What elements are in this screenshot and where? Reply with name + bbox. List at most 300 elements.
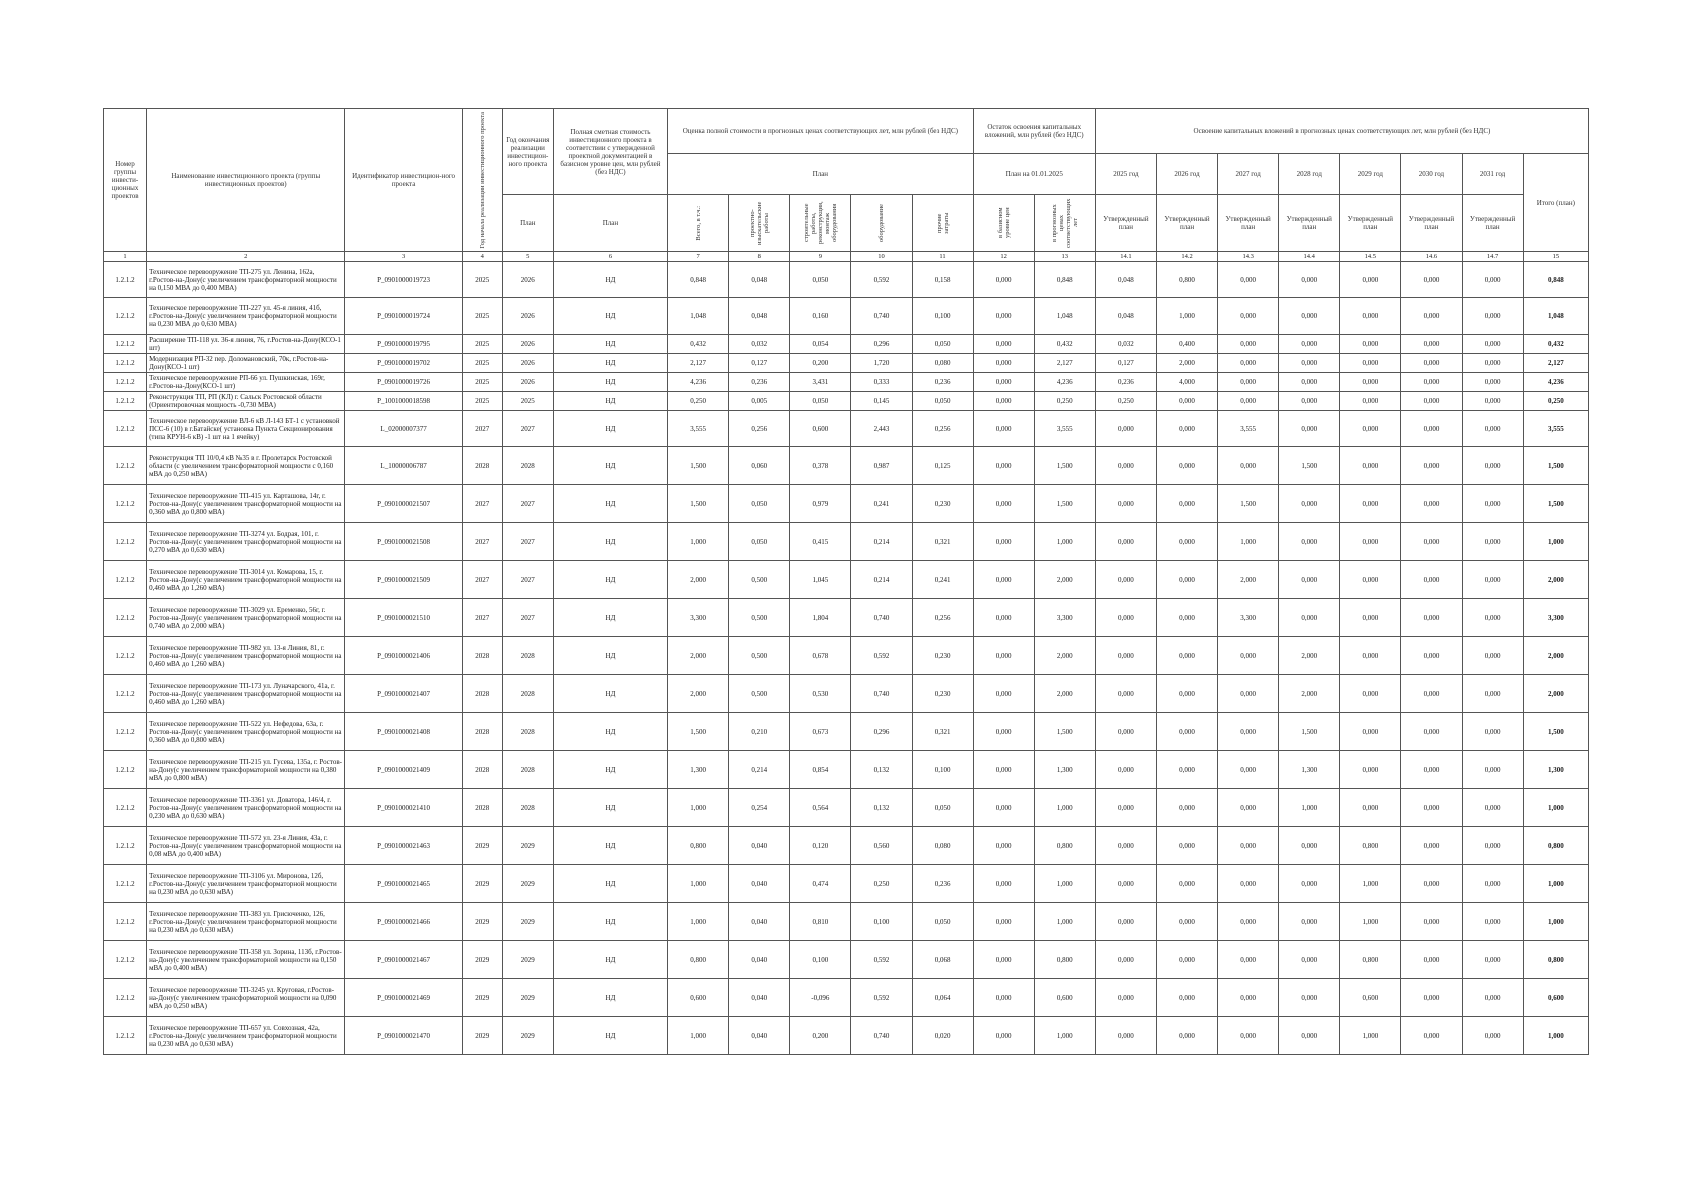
table-row — [104, 447, 1589, 485]
balance-base-cell: 0,000 — [973, 827, 1034, 865]
estimate-other-cell: 0,230 — [912, 675, 973, 713]
table-row — [104, 903, 1589, 941]
plan-2030-cell: 0,000 — [1401, 827, 1462, 865]
header-year-2029: 2029 год — [1340, 154, 1401, 195]
plan-2027-cell: 1,000 — [1218, 523, 1279, 561]
estimate-equipment-cell: 0,214 — [851, 561, 912, 599]
full-cost-cell: НД — [553, 298, 667, 335]
estimate-equipment-cell: 0,145 — [851, 392, 912, 411]
group-number-cell: 1.2.1.2 — [104, 298, 147, 335]
column-number: 13 — [1034, 252, 1095, 262]
table-row — [104, 262, 1589, 298]
total-plan-cell: 2,127 — [1523, 354, 1588, 373]
estimate-smr-cell: 0,810 — [790, 903, 851, 941]
total-plan-cell: 1,048 — [1523, 298, 1588, 335]
table-row — [104, 751, 1589, 789]
plan-2028-cell: 0,000 — [1279, 523, 1340, 561]
project-id-cell: P_1001000018598 — [345, 392, 462, 411]
plan-2027-cell: 0,000 — [1218, 979, 1279, 1017]
plan-2025-cell: 0,032 — [1095, 335, 1156, 354]
column-number: 14.3 — [1218, 252, 1279, 262]
group-number-cell: 1.2.1.2 — [104, 941, 147, 979]
total-plan-cell: 1,500 — [1523, 447, 1588, 485]
full-cost-cell: НД — [553, 637, 667, 675]
table-row — [104, 675, 1589, 713]
balance-forecast-cell: 0,250 — [1034, 392, 1095, 411]
balance-base-cell: 0,000 — [973, 485, 1034, 523]
end-year-cell: 2027 — [502, 561, 553, 599]
plan-2030-cell: 0,000 — [1401, 979, 1462, 1017]
header-project-name: Наименование инвестиционного проекта (группы инвестиционных проектов) — [147, 109, 345, 252]
estimate-equipment-cell: 0,740 — [851, 1017, 912, 1055]
project-id-cell: P_0901000021467 — [345, 941, 462, 979]
plan-2031-cell: 0,000 — [1462, 411, 1523, 447]
estimate-pir-cell: 0,040 — [729, 865, 790, 903]
project-id-cell: P_0901000021466 — [345, 903, 462, 941]
plan-2027-cell: 1,500 — [1218, 485, 1279, 523]
header-cost-estimate: Оценка полной стоимости в прогнозных ценах соответствующих лет, млн рублей (без НДС) — [668, 109, 974, 154]
plan-2026-cell: 0,000 — [1156, 713, 1217, 751]
full-cost-cell: НД — [553, 865, 667, 903]
group-number-cell: 1.2.1.2 — [104, 789, 147, 827]
project-name-cell: Техническое перевооружение ТП-275 ул. Ленина, 162а, г.Ростов-на-Дону(с увеличением трансформаторной мощности на 0,150 МВА до 0,400 МВА) — [147, 262, 345, 298]
column-number: 1 — [104, 252, 147, 262]
plan-2031-cell: 0,000 — [1462, 789, 1523, 827]
plan-2031-cell: 0,000 — [1462, 262, 1523, 298]
plan-2028-cell: 0,000 — [1279, 1017, 1340, 1055]
balance-forecast-cell: 1,000 — [1034, 1017, 1095, 1055]
balance-base-cell: 0,000 — [973, 335, 1034, 354]
start-year-cell: 2029 — [462, 903, 502, 941]
plan-2029-cell: 0,000 — [1340, 789, 1401, 827]
plan-2027-cell: 0,000 — [1218, 335, 1279, 354]
header-all-incl: Всего, в т.ч.: — [668, 195, 729, 252]
plan-2028-cell: 0,000 — [1279, 354, 1340, 373]
end-year-cell: 2029 — [502, 903, 553, 941]
project-name-cell: Техническое перевооружение ТП-215 ул. Гусева, 135а, г. Ростов-на-Дону(с увеличением трансформаторной мощности на 0,380 мВА до 0,800 мВА) — [147, 751, 345, 789]
plan-2030-cell: 0,000 — [1401, 941, 1462, 979]
project-name-cell: Техническое перевооружение ТП-982 ул. 13-я Линия, 81, г. Ростов-на-Дону(с увеличением трансформаторной мощности на 0,460 мВА до 1,260 мВА) — [147, 637, 345, 675]
plan-2029-cell: 0,000 — [1340, 262, 1401, 298]
header-smr: строительные работы, реконструкция, монтаж оборудования — [790, 195, 851, 252]
plan-2028-cell: 0,000 — [1279, 865, 1340, 903]
estimate-pir-cell: 0,032 — [729, 335, 790, 354]
estimate-total-cell: 1,000 — [668, 789, 729, 827]
estimate-other-cell: 0,241 — [912, 561, 973, 599]
column-number: 14.7 — [1462, 252, 1523, 262]
estimate-other-cell: 0,050 — [912, 789, 973, 827]
start-year-cell: 2025 — [462, 298, 502, 335]
total-plan-cell: 1,500 — [1523, 713, 1588, 751]
plan-2031-cell: 0,000 — [1462, 903, 1523, 941]
plan-2030-cell: 0,000 — [1401, 411, 1462, 447]
estimate-total-cell: 2,000 — [668, 675, 729, 713]
plan-2030-cell: 0,000 — [1401, 373, 1462, 392]
estimate-total-cell: 1,000 — [668, 523, 729, 561]
plan-2031-cell: 0,000 — [1462, 979, 1523, 1017]
end-year-cell: 2026 — [502, 354, 553, 373]
column-number: 11 — [912, 252, 973, 262]
plan-2025-cell: 0,000 — [1095, 599, 1156, 637]
total-plan-cell: 0,250 — [1523, 392, 1588, 411]
plan-2029-cell: 0,600 — [1340, 979, 1401, 1017]
project-name-cell: Техническое перевооружение ТП-415 ул. Карташова, 14г, г. Ростов-на-Дону(с увеличением трансформаторной мощности на 0,360 мВА до 0,800 мВА) — [147, 485, 345, 523]
group-number-cell: 1.2.1.2 — [104, 903, 147, 941]
column-number: 14.6 — [1401, 252, 1462, 262]
balance-forecast-cell: 1,500 — [1034, 485, 1095, 523]
header-year-2030: 2030 год — [1401, 154, 1462, 195]
plan-2029-cell: 0,000 — [1340, 675, 1401, 713]
plan-2028-cell: 0,000 — [1279, 827, 1340, 865]
column-numbers-row — [104, 252, 1589, 262]
estimate-smr-cell: 1,045 — [790, 561, 851, 599]
plan-2025-cell: 0,127 — [1095, 354, 1156, 373]
table-row — [104, 637, 1589, 675]
group-number-cell: 1.2.1.2 — [104, 262, 147, 298]
header-approved-2028: Утвержденный план — [1279, 195, 1340, 252]
plan-2025-cell: 0,000 — [1095, 675, 1156, 713]
plan-2031-cell: 0,000 — [1462, 335, 1523, 354]
estimate-other-cell: 0,050 — [912, 392, 973, 411]
header-approved-2031: Утвержденный план — [1462, 195, 1523, 252]
plan-2027-cell: 0,000 — [1218, 789, 1279, 827]
group-number-cell: 1.2.1.2 — [104, 637, 147, 675]
estimate-pir-cell: 0,254 — [729, 789, 790, 827]
total-plan-cell: 1,000 — [1523, 789, 1588, 827]
plan-2031-cell: 0,000 — [1462, 392, 1523, 411]
estimate-pir-cell: 0,210 — [729, 713, 790, 751]
total-plan-cell: 1,000 — [1523, 903, 1588, 941]
plan-2030-cell: 0,000 — [1401, 523, 1462, 561]
plan-2025-cell: 0,000 — [1095, 789, 1156, 827]
end-year-cell: 2028 — [502, 751, 553, 789]
start-year-cell: 2028 — [462, 675, 502, 713]
estimate-total-cell: 0,600 — [668, 979, 729, 1017]
balance-forecast-cell: 3,300 — [1034, 599, 1095, 637]
estimate-total-cell: 1,500 — [668, 485, 729, 523]
plan-2029-cell: 0,000 — [1340, 411, 1401, 447]
column-number: 15 — [1523, 252, 1588, 262]
estimate-pir-cell: 0,040 — [729, 903, 790, 941]
header-forecast: в прогнозных ценах соответствующих лет — [1034, 195, 1095, 252]
estimate-equipment-cell: 0,592 — [851, 941, 912, 979]
start-year-cell: 2027 — [462, 485, 502, 523]
plan-2027-cell: 0,000 — [1218, 262, 1279, 298]
estimate-other-cell: 0,050 — [912, 903, 973, 941]
balance-forecast-cell: 4,236 — [1034, 373, 1095, 392]
end-year-cell: 2029 — [502, 865, 553, 903]
group-number-cell: 1.2.1.2 — [104, 713, 147, 751]
plan-2031-cell: 0,000 — [1462, 354, 1523, 373]
project-id-cell: P_0901000021407 — [345, 675, 462, 713]
project-name-cell: Техническое перевооружение ТП-383 ул. Грисюченко, 126, г.Ростов-на-Дону(с увеличением трансформаторной мощности на 0,230 мВА до 0,630 мВА) — [147, 903, 345, 941]
estimate-equipment-cell: 0,560 — [851, 827, 912, 865]
plan-2030-cell: 0,000 — [1401, 713, 1462, 751]
estimate-pir-cell: 0,048 — [729, 262, 790, 298]
full-cost-cell: НД — [553, 561, 667, 599]
start-year-cell: 2027 — [462, 561, 502, 599]
full-cost-cell: НД — [553, 599, 667, 637]
table-body — [104, 262, 1589, 1055]
header-end-year: Год окончания реализации инвестицион-ного проекта — [502, 109, 553, 195]
estimate-equipment-cell: 0,987 — [851, 447, 912, 485]
estimate-total-cell: 2,127 — [668, 354, 729, 373]
estimate-equipment-cell: 0,132 — [851, 789, 912, 827]
estimate-total-cell: 3,555 — [668, 411, 729, 447]
project-name-cell: Техническое перевооружение ВЛ-6 кВ Л-143 БТ-1 с установкой ПСС-6 (10) в г.Батайске( установка Пункта Секционирования (типа КРУН-6 кВ) -1 шт на 1 ячейку) — [147, 411, 345, 447]
plan-2031-cell: 0,000 — [1462, 485, 1523, 523]
table-row — [104, 411, 1589, 447]
table-row — [104, 298, 1589, 335]
balance-base-cell: 0,000 — [973, 392, 1034, 411]
project-id-cell: P_0901000021510 — [345, 599, 462, 637]
estimate-smr-cell: 0,160 — [790, 298, 851, 335]
start-year-cell: 2025 — [462, 262, 502, 298]
plan-2026-cell: 0,000 — [1156, 827, 1217, 865]
project-id-cell: P_0901000019795 — [345, 335, 462, 354]
plan-2030-cell: 0,000 — [1401, 485, 1462, 523]
end-year-cell: 2029 — [502, 1017, 553, 1055]
total-plan-cell: 1,500 — [1523, 485, 1588, 523]
plan-2031-cell: 0,000 — [1462, 298, 1523, 335]
plan-2026-cell: 0,000 — [1156, 637, 1217, 675]
balance-base-cell: 0,000 — [973, 675, 1034, 713]
start-year-cell: 2029 — [462, 941, 502, 979]
plan-2025-cell: 0,000 — [1095, 637, 1156, 675]
plan-2026-cell: 0,000 — [1156, 485, 1217, 523]
estimate-smr-cell: 1,804 — [790, 599, 851, 637]
header-approved-2025: Утвержденный план — [1095, 195, 1156, 252]
estimate-smr-cell: -0,096 — [790, 979, 851, 1017]
project-id-cell: P_0901000021463 — [345, 827, 462, 865]
plan-2026-cell: 0,000 — [1156, 447, 1217, 485]
start-year-cell: 2028 — [462, 637, 502, 675]
balance-base-cell: 0,000 — [973, 941, 1034, 979]
plan-2028-cell: 0,000 — [1279, 561, 1340, 599]
header-full-plan: План — [553, 195, 667, 252]
project-id-cell: P_0901000019724 — [345, 298, 462, 335]
plan-2028-cell: 0,000 — [1279, 262, 1340, 298]
group-number-cell: 1.2.1.2 — [104, 354, 147, 373]
full-cost-cell: НД — [553, 392, 667, 411]
plan-2030-cell: 0,000 — [1401, 675, 1462, 713]
full-cost-cell: НД — [553, 262, 667, 298]
end-year-cell: 2028 — [502, 637, 553, 675]
plan-2028-cell: 0,000 — [1279, 903, 1340, 941]
balance-base-cell: 0,000 — [973, 262, 1034, 298]
estimate-total-cell: 1,000 — [668, 1017, 729, 1055]
project-name-cell: Техническое перевооружение РП-66 ул. Пушкинская, 169г, г.Ростов-на-Дону(КСО-1 шт) — [147, 373, 345, 392]
plan-2029-cell: 0,000 — [1340, 392, 1401, 411]
balance-base-cell: 0,000 — [973, 751, 1034, 789]
project-name-cell: Техническое перевооружение ТП-227 ул. 45-я линия, 41б, г.Ростов-на-Дону(с увеличением трансформаторной мощности на 0,230 МВА до 0,630 МВА) — [147, 298, 345, 335]
plan-2030-cell: 0,000 — [1401, 561, 1462, 599]
plan-2027-cell: 0,000 — [1218, 447, 1279, 485]
header-year-2028: 2028 год — [1279, 154, 1340, 195]
balance-base-cell: 0,000 — [973, 1017, 1034, 1055]
estimate-pir-cell: 0,050 — [729, 485, 790, 523]
plan-2025-cell: 0,236 — [1095, 373, 1156, 392]
plan-2029-cell: 0,000 — [1340, 523, 1401, 561]
investment-projects-table — [103, 108, 1589, 1055]
balance-base-cell: 0,000 — [973, 298, 1034, 335]
estimate-equipment-cell: 0,740 — [851, 298, 912, 335]
plan-2030-cell: 0,000 — [1401, 298, 1462, 335]
plan-2031-cell: 0,000 — [1462, 675, 1523, 713]
plan-2028-cell: 0,000 — [1279, 373, 1340, 392]
estimate-other-cell: 0,125 — [912, 447, 973, 485]
total-plan-cell: 4,236 — [1523, 373, 1588, 392]
plan-2029-cell: 0,000 — [1340, 713, 1401, 751]
estimate-total-cell: 0,800 — [668, 827, 729, 865]
full-cost-cell: НД — [553, 411, 667, 447]
header-project-id: Идентификатор инвестицион-ного проекта — [345, 109, 462, 252]
column-number: 14.2 — [1156, 252, 1217, 262]
group-number-cell: 1.2.1.2 — [104, 599, 147, 637]
project-name-cell: Расширение ТП-118 ул. 36-я линия, 76, г.Ростов-на-Дону(КСО-1 шт) — [147, 335, 345, 354]
start-year-cell: 2028 — [462, 713, 502, 751]
total-plan-cell: 0,800 — [1523, 941, 1588, 979]
start-year-cell: 2028 — [462, 447, 502, 485]
group-number-cell: 1.2.1.2 — [104, 485, 147, 523]
start-year-cell: 2027 — [462, 599, 502, 637]
column-number: 14.1 — [1095, 252, 1156, 262]
estimate-equipment-cell: 0,214 — [851, 523, 912, 561]
plan-2030-cell: 0,000 — [1401, 865, 1462, 903]
project-name-cell: Техническое перевооружение ТП-3361 ул. Доватора, 146/4, г. Ростов-на-Дону(с увеличением трансформаторной мощности на 0,230 мВА до 0,630 мВА) — [147, 789, 345, 827]
estimate-equipment-cell: 0,132 — [851, 751, 912, 789]
plan-2025-cell: 0,000 — [1095, 979, 1156, 1017]
estimate-total-cell: 0,250 — [668, 392, 729, 411]
plan-2028-cell: 0,000 — [1279, 485, 1340, 523]
balance-forecast-cell: 0,800 — [1034, 941, 1095, 979]
project-name-cell: Техническое перевооружение ТП-3245 ул. Круговая, г.Ростов-на-Дону(с увеличением трансформаторной мощности на 0,090 мВА до 0,250 мВА) — [147, 979, 345, 1017]
estimate-other-cell: 0,068 — [912, 941, 973, 979]
plan-2031-cell: 0,000 — [1462, 941, 1523, 979]
plan-2029-cell: 0,800 — [1340, 941, 1401, 979]
estimate-total-cell: 1,500 — [668, 713, 729, 751]
plan-2029-cell: 0,800 — [1340, 827, 1401, 865]
table-row — [104, 485, 1589, 523]
balance-base-cell: 0,000 — [973, 354, 1034, 373]
investment-program-sheet — [103, 108, 1589, 1055]
plan-2029-cell: 1,000 — [1340, 865, 1401, 903]
column-number: 4 — [462, 252, 502, 262]
plan-2029-cell: 0,000 — [1340, 447, 1401, 485]
header-approved-2030: Утвержденный план — [1401, 195, 1462, 252]
project-name-cell: Техническое перевооружение ТП-3274 ул. Бодрая, 101, г. Ростов-на-Дону(с увеличением трансформаторной мощности на 0,270 мВА до 0,630 мВА) — [147, 523, 345, 561]
header-balance: Остаток освоения капитальных вложений, млн рублей (без НДС) — [973, 109, 1095, 154]
header-approved-2027: Утвержденный план — [1218, 195, 1279, 252]
total-plan-cell: 3,555 — [1523, 411, 1588, 447]
estimate-other-cell: 0,050 — [912, 335, 973, 354]
total-plan-cell: 2,000 — [1523, 637, 1588, 675]
table-row — [104, 561, 1589, 599]
table-row — [104, 865, 1589, 903]
column-number: 14.4 — [1279, 252, 1340, 262]
plan-2028-cell: 0,000 — [1279, 411, 1340, 447]
plan-2030-cell: 0,000 — [1401, 262, 1462, 298]
project-id-cell: P_0901000021410 — [345, 789, 462, 827]
plan-2025-cell: 0,000 — [1095, 561, 1156, 599]
project-name-cell: Техническое перевооружение ТП-3029 ул. Еременко, 56г, г. Ростов-на-Дону(с увеличением трансформаторной мощности на 0,740 мВА до 2,000 мВА) — [147, 599, 345, 637]
full-cost-cell: НД — [553, 941, 667, 979]
start-year-cell: 2025 — [462, 392, 502, 411]
balance-base-cell: 0,000 — [973, 865, 1034, 903]
estimate-other-cell: 0,256 — [912, 411, 973, 447]
estimate-total-cell: 1,000 — [668, 903, 729, 941]
full-cost-cell: НД — [553, 523, 667, 561]
table-header — [104, 109, 1589, 262]
group-number-cell: 1.2.1.2 — [104, 1017, 147, 1055]
project-id-cell: P_0901000021469 — [345, 979, 462, 1017]
estimate-other-cell: 0,020 — [912, 1017, 973, 1055]
plan-2029-cell: 0,000 — [1340, 335, 1401, 354]
full-cost-cell: НД — [553, 903, 667, 941]
project-name-cell: Реконструкция ТП, РП (КЛ) г. Сальск Ростовской области (Ориентировочная мощность -0,730 МВА) — [147, 392, 345, 411]
estimate-pir-cell: 0,060 — [729, 447, 790, 485]
header-start-year: Год начала реализации инвестиционного проекта — [462, 109, 502, 252]
end-year-cell: 2028 — [502, 447, 553, 485]
balance-base-cell: 0,000 — [973, 561, 1034, 599]
estimate-smr-cell: 0,200 — [790, 354, 851, 373]
header-end-plan: План — [502, 195, 553, 252]
full-cost-cell: НД — [553, 827, 667, 865]
estimate-equipment-cell: 0,740 — [851, 599, 912, 637]
project-name-cell: Реконструкция ТП 10/0,4 кВ №35 в г. Пролетарск Ростовской области (с увеличением трансформаторной мощности с 0,160 мВА до 0,250 мВА) — [147, 447, 345, 485]
estimate-other-cell: 0,236 — [912, 373, 973, 392]
total-plan-cell: 3,300 — [1523, 599, 1588, 637]
table-row — [104, 1017, 1589, 1055]
column-number: 7 — [668, 252, 729, 262]
estimate-equipment-cell: 0,592 — [851, 979, 912, 1017]
start-year-cell: 2027 — [462, 523, 502, 561]
plan-2025-cell: 0,000 — [1095, 411, 1156, 447]
balance-base-cell: 0,000 — [973, 979, 1034, 1017]
estimate-equipment-cell: 0,100 — [851, 903, 912, 941]
end-year-cell: 2027 — [502, 523, 553, 561]
balance-base-cell: 0,000 — [973, 637, 1034, 675]
plan-2028-cell: 0,000 — [1279, 298, 1340, 335]
plan-2028-cell: 1,000 — [1279, 789, 1340, 827]
plan-2031-cell: 0,000 — [1462, 523, 1523, 561]
start-year-cell: 2025 — [462, 373, 502, 392]
estimate-smr-cell: 3,431 — [790, 373, 851, 392]
plan-2031-cell: 0,000 — [1462, 637, 1523, 675]
balance-base-cell: 0,000 — [973, 523, 1034, 561]
start-year-cell: 2025 — [462, 335, 502, 354]
estimate-total-cell: 1,500 — [668, 447, 729, 485]
project-id-cell: P_0901000021465 — [345, 865, 462, 903]
balance-forecast-cell: 1,500 — [1034, 713, 1095, 751]
estimate-pir-cell: 0,005 — [729, 392, 790, 411]
plan-2027-cell: 0,000 — [1218, 903, 1279, 941]
header-year-2031: 2031 год — [1462, 154, 1523, 195]
estimate-other-cell: 0,236 — [912, 865, 973, 903]
balance-forecast-cell: 2,000 — [1034, 561, 1095, 599]
estimate-smr-cell: 0,530 — [790, 675, 851, 713]
estimate-other-cell: 0,158 — [912, 262, 973, 298]
start-year-cell: 2027 — [462, 411, 502, 447]
estimate-pir-cell: 0,040 — [729, 979, 790, 1017]
plan-2026-cell: 4,000 — [1156, 373, 1217, 392]
table-row — [104, 789, 1589, 827]
project-name-cell: Модернизация РП-32 пер. Доломановский, 70к, г.Ростов-на-Дону(КСО-1 шт) — [147, 354, 345, 373]
plan-2028-cell: 0,000 — [1279, 599, 1340, 637]
group-number-cell: 1.2.1.2 — [104, 392, 147, 411]
estimate-total-cell: 0,848 — [668, 262, 729, 298]
estimate-pir-cell: 0,500 — [729, 561, 790, 599]
